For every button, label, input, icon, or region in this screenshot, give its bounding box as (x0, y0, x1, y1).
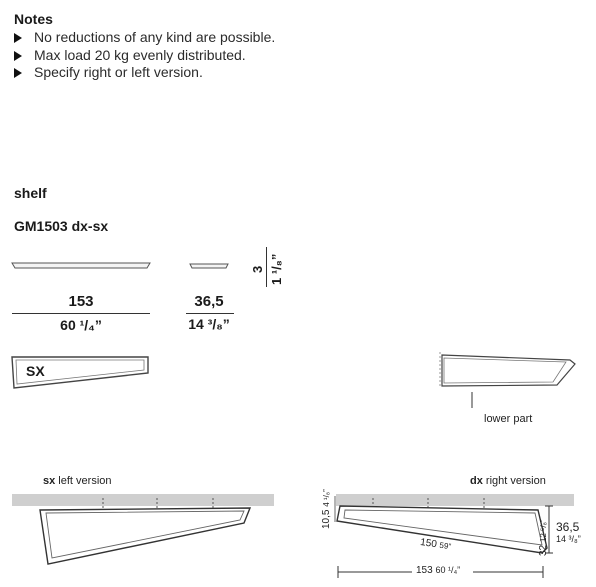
height-left-cm: 10,5 (321, 509, 332, 529)
left-version-text: left version (55, 475, 112, 487)
diag-length-in: 59” (438, 540, 452, 552)
lower-part-label: lower part (484, 413, 533, 425)
right-depth-cm: 36,5 (556, 520, 580, 534)
shelf-side-view (190, 264, 228, 268)
notes-title: Notes (14, 11, 53, 27)
thickness-in: 1 ¹/₈” (269, 253, 284, 285)
left-version-code: sx (43, 475, 56, 487)
right-height-cm: 32 (538, 544, 549, 556)
note-text: No reductions of any kind are possible. (34, 29, 276, 45)
total-length-in: 60 ¹/₄” (435, 565, 461, 575)
length-rule (12, 313, 150, 314)
right-height-label (538, 519, 549, 556)
right-version-label (470, 475, 546, 487)
left-version-drawing (12, 494, 274, 564)
right-height-in: 12 ⁵/₈” (539, 519, 548, 543)
height-left-in: 4 ¹/₈” (322, 489, 331, 507)
right-version-code: dx (470, 475, 483, 487)
total-length-label (416, 565, 460, 576)
shelf-front-view (12, 263, 150, 268)
diag-length-cm: 150 (419, 537, 438, 551)
sx-tag: SX (26, 363, 45, 379)
total-length-cm: 153 (416, 565, 433, 576)
note-text: Specify right or left version. (34, 64, 203, 80)
right-depth-in: 14 ³/₈” (556, 534, 581, 544)
length-in: 60 ¹/₄” (60, 317, 102, 333)
left-version-label (43, 475, 112, 487)
right-version-text: right version (482, 475, 546, 487)
length-cm: 153 (68, 293, 94, 310)
thickness-rule (266, 247, 267, 287)
product-code: GM1503 dx-sx (14, 218, 109, 234)
depth-in: 14 ³/₈” (188, 316, 230, 332)
height-left-label (321, 489, 332, 529)
depth-rule (186, 313, 234, 314)
note-text: Max load 20 kg evenly distributed. (34, 47, 246, 63)
depth-cm: 36,5 (194, 293, 224, 310)
section-title: shelf (14, 185, 47, 201)
thickness-cm: 3 (250, 265, 265, 273)
lower-part-drawing (440, 352, 575, 408)
